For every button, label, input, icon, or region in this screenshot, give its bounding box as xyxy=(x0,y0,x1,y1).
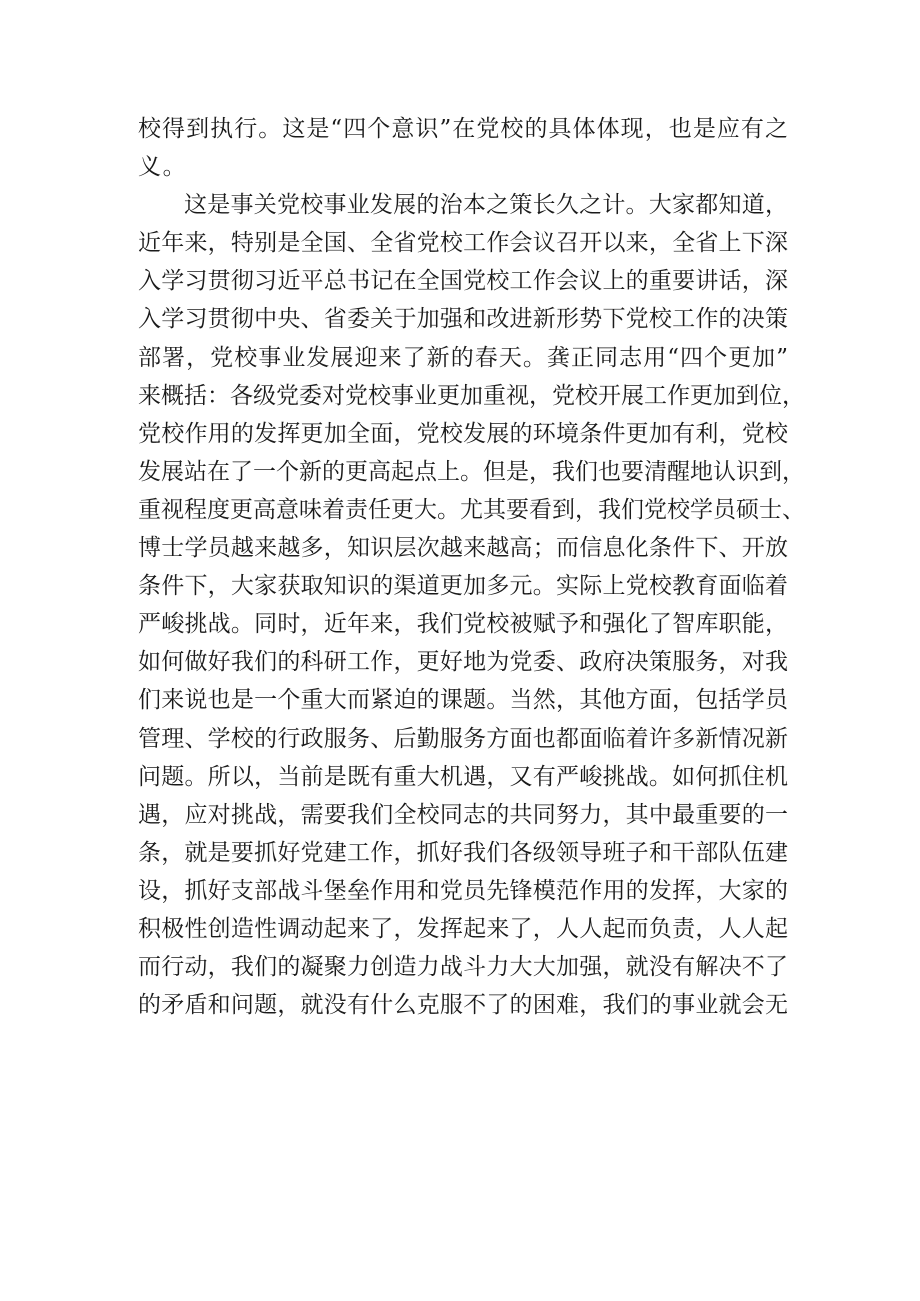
text-line: 管理、学校的行政服务、后勤服务方面也都面临着许多新情况新 xyxy=(138,725,788,752)
text-line: 条，就是要抓好党建工作，抓好我们各级领导班子和干部队伍建 xyxy=(138,839,788,866)
text-line: 条件下，大家获取知识的渠道更加多元。实际上党校教育面临着 xyxy=(138,573,788,600)
paragraph-first-line: 这是事关党校事业发展的治本之策长久之计。大家都知道， xyxy=(184,192,788,219)
text-line: 近年来，特别是全国、全省党校工作会议召开以来，全省上下深 xyxy=(138,230,788,257)
text-line: 校得到执行。这是“四个意识”在党校的具体体现，也是应有之 xyxy=(138,116,788,142)
text-line: 而行动，我们的凝聚力创造力战斗力大大加强，就没有解决不了 xyxy=(138,954,788,981)
text-line: 积极性创造性调动起来了，发挥起来了，人人起而负责，人人起 xyxy=(138,915,788,942)
text-line: 入学习贯彻习近平总书记在全国党校工作会议上的重要讲话，深 xyxy=(138,268,788,295)
text-line: 如何做好我们的科研工作，更好地为党委、政府决策服务，对我 xyxy=(138,649,788,676)
document-body xyxy=(138,110,805,1024)
text-line: 发展站在了一个新的更高起点上。但是，我们也要清醒地认识到， xyxy=(138,458,805,485)
text-line: 来概括：各级党委对党校事业更加重视，党校开展工作更加到位， xyxy=(138,382,805,409)
text-line: 问题。所以，当前是既有重大机遇，又有严峻挑战。如何抓住机 xyxy=(138,763,788,790)
text-line: 的矛盾和问题，就没有什么克服不了的困难，我们的事业就会无 xyxy=(138,992,788,1019)
text-line: 博士学员越来越多，知识层次越来越高；而信息化条件下、开放 xyxy=(138,535,788,562)
text-line: 义。 xyxy=(138,154,188,181)
text-line: 重视程度更高意味着责任更大。尤其要看到，我们党校学员硕士、 xyxy=(138,496,805,523)
text-line: 们来说也是一个重大而紧迫的课题。当然，其他方面，包括学员 xyxy=(138,687,788,714)
text-line: 设，抓好支部战斗堡垒作用和党员先锋模范作用的发挥，大家的 xyxy=(138,877,788,904)
text-line: 党校作用的发挥更加全面，党校发展的环境条件更加有利，党校 xyxy=(138,420,788,447)
text-line: 遇，应对挑战，需要我们全校同志的共同努力，其中最重要的一 xyxy=(138,801,788,828)
text-line: 入学习贯彻中央、省委关于加强和改进新形势下党校工作的决策 xyxy=(138,306,788,333)
text-line: 严峻挑战。同时，近年来，我们党校被赋予和强化了智库职能， xyxy=(138,611,788,638)
text-line: 部署，党校事业发展迎来了新的春天。龚正同志用“四个更加” xyxy=(138,344,788,371)
